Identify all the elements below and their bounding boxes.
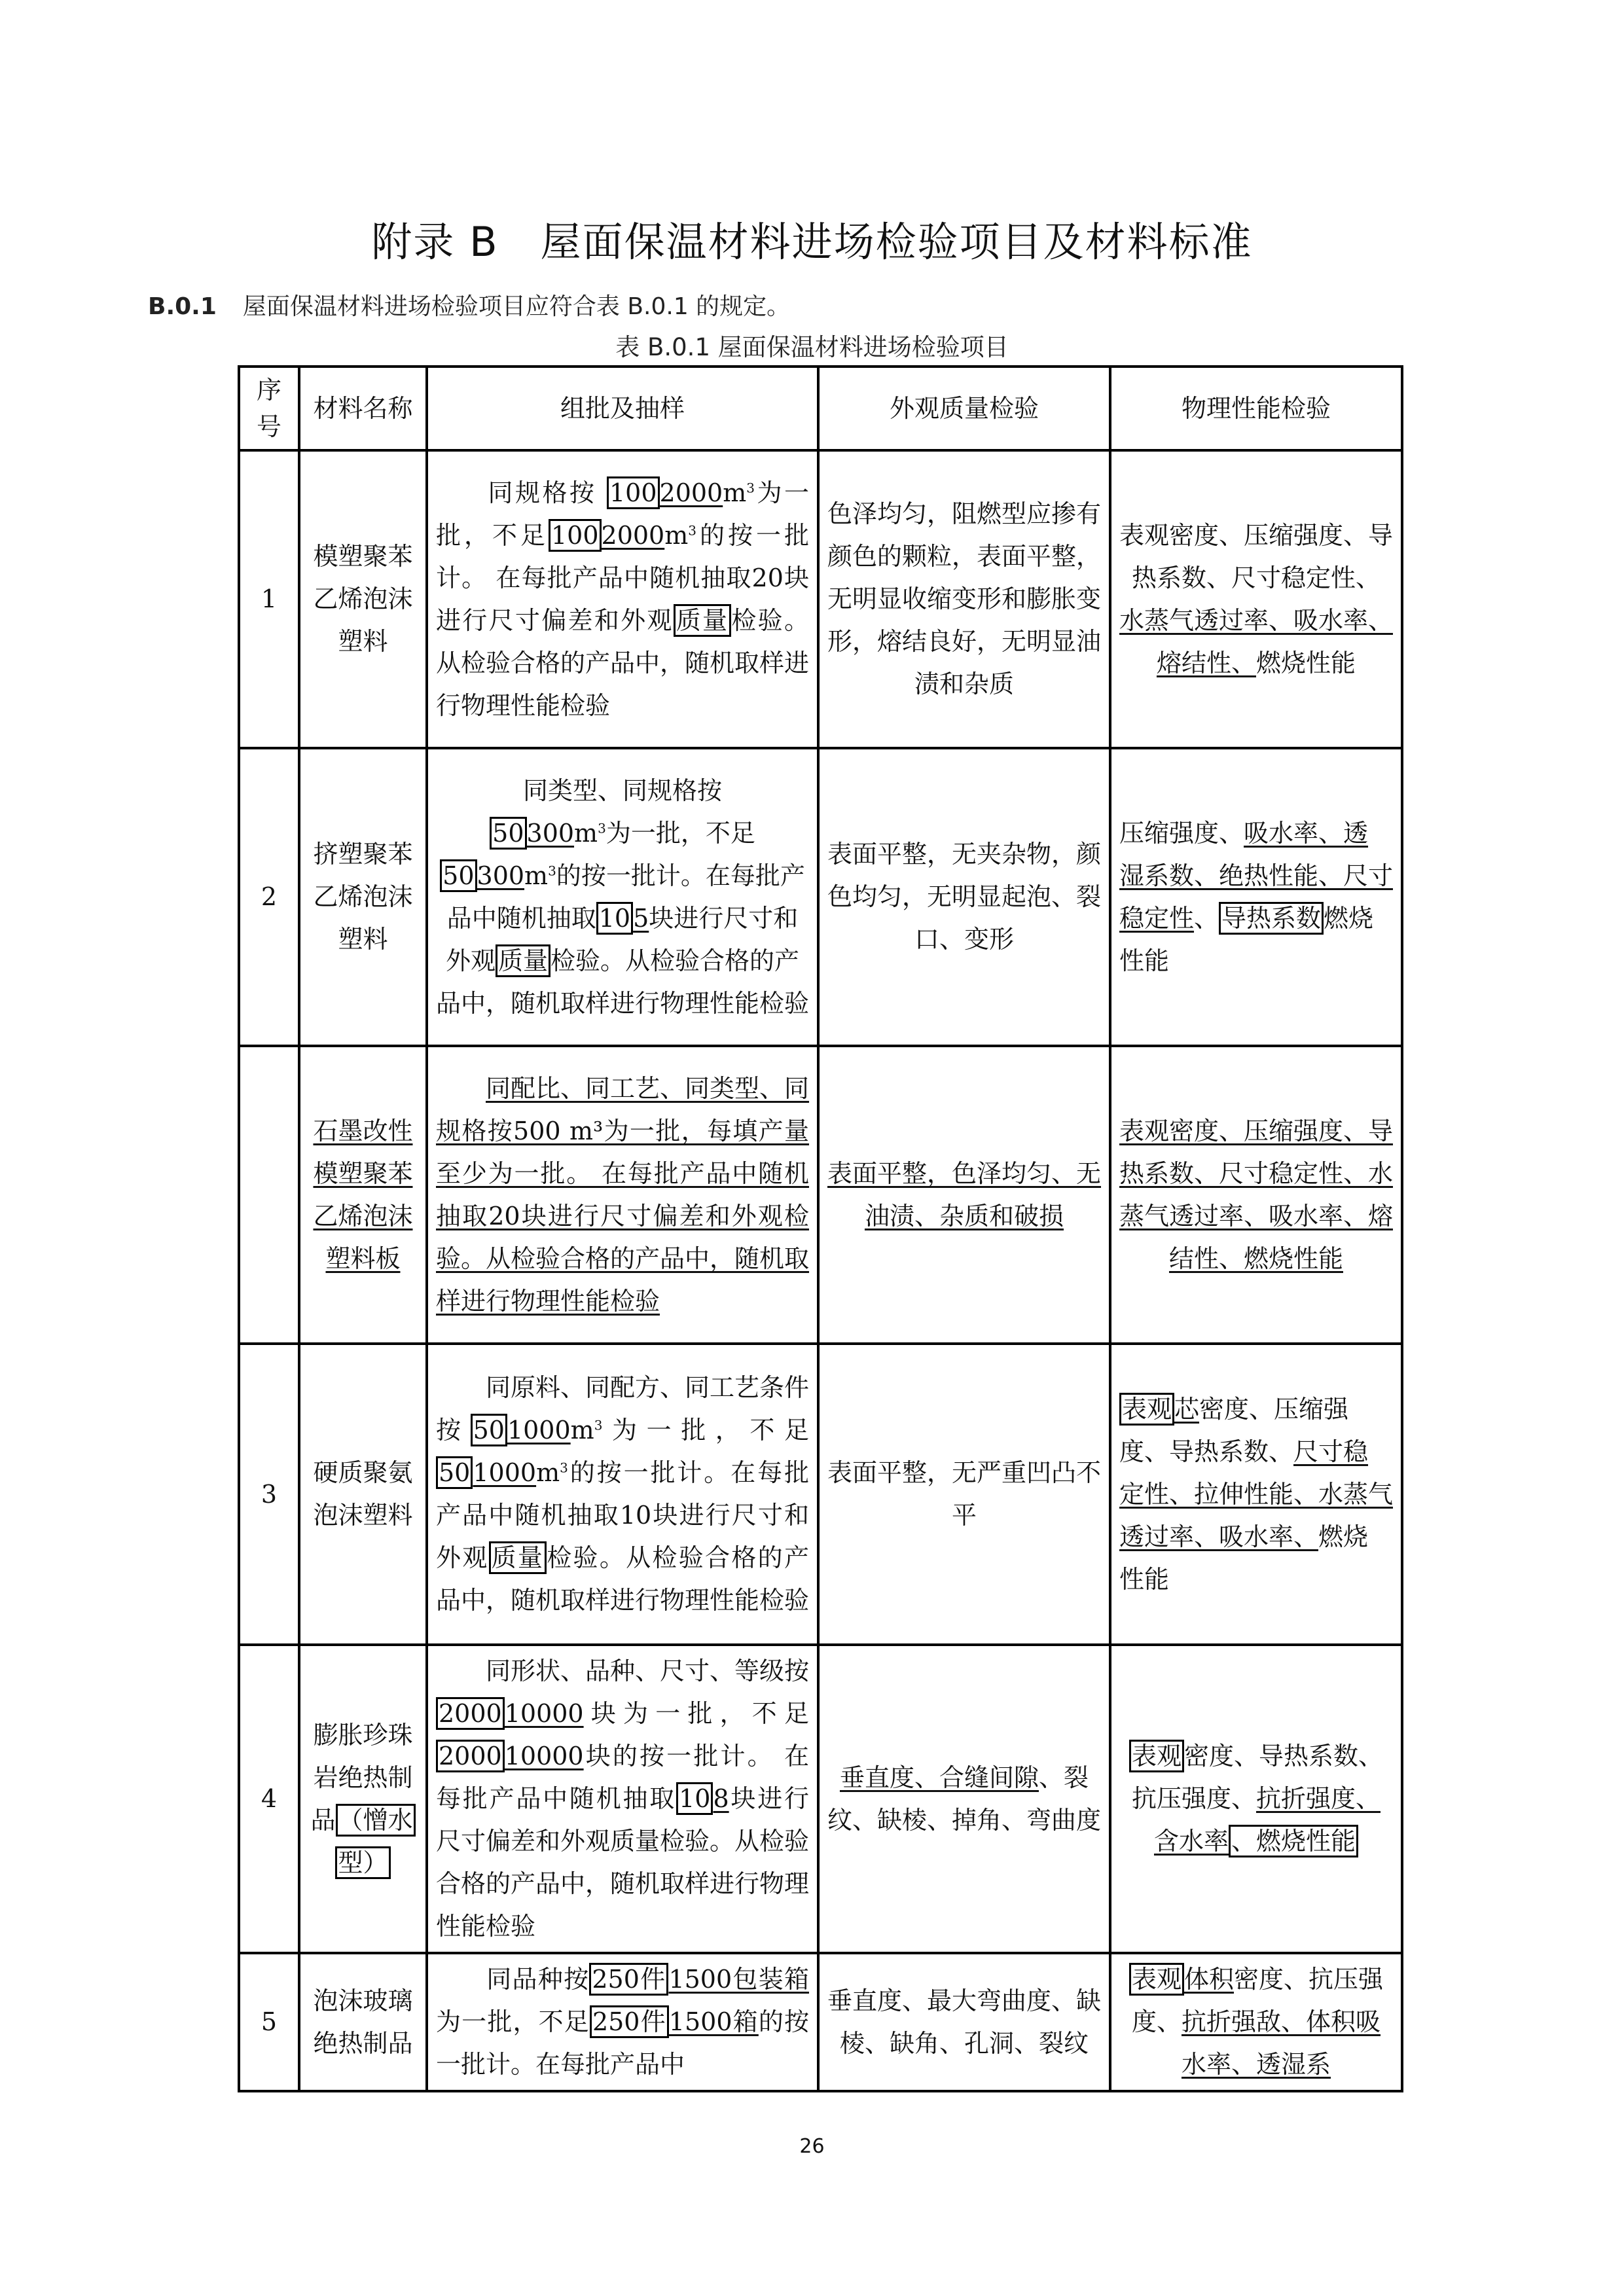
cell-physical: 表观密度、压缩强度、导热系数、尺寸稳定性、水蒸气透过率、吸水率、熔结性、燃烧性能 <box>1110 1046 1402 1344</box>
header-batch-sampling: 组批及抽样 <box>427 367 818 450</box>
text-run: 同规格按 <box>486 478 607 507</box>
boxed-revision: 50 <box>471 1414 507 1446</box>
text-run: 同原料、同配方、同工艺条件按 <box>436 1373 810 1444</box>
cell-batch <box>427 1046 818 1344</box>
header-material-name: 材料名称 <box>299 367 427 450</box>
cell-batch <box>427 1953 818 2091</box>
table-row <box>239 1645 1402 1953</box>
cell-material-name: 挤塑聚苯乙烯泡沫塑料 <box>299 748 427 1046</box>
text-run: 的按一批计。在每批产品中随机抽取10块进行尺寸和外观 <box>436 1458 809 1572</box>
header-seq: 序号 <box>239 367 299 450</box>
superscript: 3 <box>598 819 606 836</box>
superscript: 3 <box>746 479 755 495</box>
cell-appearance <box>818 1645 1110 1953</box>
text-run: 检验。从检验合格的产品中，随机取样进行物理性能检验 <box>436 1543 810 1615</box>
text-run: 块为一批，不足 <box>583 1699 809 1728</box>
underlined-revision: 抗折强敌、体积吸水率、透湿系 <box>1181 2007 1381 2079</box>
header-appearance: 外观质量检验 <box>818 367 1110 450</box>
boxed-revision: 质量 <box>674 604 732 637</box>
text-run: 块进行尺寸和外观 <box>445 903 799 975</box>
cell-batch <box>427 748 818 1046</box>
superscript: 3 <box>688 522 697 538</box>
text-run: 密度、导热系数、抗压强度、 <box>1131 1742 1384 1813</box>
boxed-revision: （憎水 <box>336 1804 416 1837</box>
text-run: 密度、压缩强度、导热系数、 <box>1119 1394 1349 1466</box>
text-run: m <box>664 520 689 550</box>
cell-physical <box>1110 1645 1402 1953</box>
underlined-revision: 芯 <box>1174 1394 1200 1424</box>
text-run: 块的按一批计。 在每批产品中随机抽取 <box>436 1742 809 1813</box>
text-run: 同品种按 <box>486 1965 590 1994</box>
text-run: 为一批，不足 <box>436 478 809 550</box>
underlined-revision: 体积 <box>1183 1965 1234 1994</box>
header-physical: 物理性能检验 <box>1110 367 1402 450</box>
text-run: 密度、抗压强度、 <box>1131 1965 1384 2036</box>
clause-number: B.0.1 <box>148 293 217 320</box>
boxed-revision: 250件 <box>590 2005 669 2038</box>
table-row <box>239 748 1402 1046</box>
cell-seq: 1 <box>239 450 299 748</box>
text-run: 燃烧性能 <box>1256 648 1356 677</box>
boxed-revision: 型） <box>335 1846 390 1879</box>
boxed-revision: 100 <box>607 476 660 509</box>
text-run: 同形状、品种、尺寸、等级按 <box>486 1657 810 1685</box>
text-run: 的按一批计。在每批产品中 <box>436 2007 809 2079</box>
cell-physical <box>1110 1953 1402 2091</box>
cell-appearance: 表面平整，无严重凹凸不平 <box>818 1344 1110 1645</box>
cell-seq: 4 <box>239 1645 299 1953</box>
underlined-revision: 300 <box>526 818 575 848</box>
boxed-revision: 50 <box>440 859 477 892</box>
text-run: m <box>723 478 747 507</box>
cell-batch <box>427 1344 818 1645</box>
boxed-revision: 质量 <box>496 944 550 977</box>
text-run: 压缩强度、 <box>1119 818 1244 848</box>
boxed-revision: 质量 <box>489 1541 547 1574</box>
appendix-title: 附录 B 屋面保温材料进场检验项目及材料标准 <box>371 218 1253 266</box>
text-run: 为一批，不足 <box>605 818 755 848</box>
underlined-revision: 1000 <box>473 1458 537 1487</box>
cell-seq: 3 <box>239 1344 299 1645</box>
boxed-revision: 表观 <box>1119 1393 1174 1426</box>
cell-material-name <box>299 1645 427 1953</box>
cell-material-name: 泡沫玻璃绝热制品 <box>299 1953 427 2091</box>
cell-batch <box>427 1645 818 1953</box>
text-run: m <box>524 861 549 890</box>
underlined-revision: 300 <box>477 861 525 890</box>
text-run: m <box>570 1416 594 1444</box>
clause-text: 屋面保温材料进场检验项目应符合表 B.0.1 的规定。 <box>242 293 791 320</box>
clause-b01 <box>148 288 790 321</box>
text-run: 为一批，不足 <box>602 1416 809 1444</box>
underlined-revision: 5 <box>633 903 649 933</box>
text-run: 、 <box>1194 903 1219 933</box>
underlined-revision: 1500箱 <box>668 2007 759 2036</box>
underlined-revision: 10000 <box>504 1699 584 1728</box>
text-run: 表观密度、压缩强度、导热系数、尺寸稳定性、 <box>1119 520 1394 592</box>
text-run: 检验。从检验合格的产品中，随机取样进行物理性能检验 <box>436 946 810 1018</box>
boxed-revision: 10 <box>596 902 633 935</box>
page-number: 26 <box>799 2135 825 2158</box>
boxed-revision: 导热系数 <box>1219 902 1324 935</box>
underlined-revision: 水蒸气透过率、吸水率、熔结性、 <box>1119 605 1394 677</box>
underlined-revision: 2000 <box>659 478 723 507</box>
table-header-row <box>239 367 1402 450</box>
text-run: m <box>536 1458 560 1487</box>
underlined-revision: 垂直度、合缝间隙 <box>839 1763 1039 1792</box>
boxed-revision: 2000 <box>436 1740 505 1772</box>
boxed-revision: 250件 <box>589 1963 668 1996</box>
underlined-revision: 尺寸稳定性、拉伸性能、水蒸气透过率、吸水率、 <box>1119 1437 1394 1551</box>
text-run: 膨胀珍珠岩绝热制品 <box>310 1720 413 1835</box>
cell-material-name: 硬质聚氨泡沫塑料 <box>299 1344 427 1645</box>
text-run: 的按一批计。在每批产品中随机抽取 <box>446 861 805 933</box>
table-caption: 表 B.0.1 屋面保温材料进场检验项目 <box>615 333 1009 361</box>
table-row <box>239 1046 1402 1344</box>
superscript: 3 <box>560 1460 568 1476</box>
cell-seq <box>239 1046 299 1344</box>
boxed-revision: 表观 <box>1129 1963 1184 1996</box>
underlined-revision: 8 <box>713 1784 729 1813</box>
table-row <box>239 450 1402 748</box>
cell-appearance: 表面平整，色泽均匀、无油渍、杂质和破损 <box>818 1046 1110 1344</box>
text-run: 的按一批计。 在每批产品中随机抽取20块进行尺寸偏差和外观 <box>436 520 809 635</box>
text-run: 块进行尺寸偏差和外观质量检验。从检验合格的产品中，随机取样进行物理性能检验 <box>436 1784 810 1941</box>
cell-physical <box>1110 1344 1402 1645</box>
text-run: 、裂纹、缺棱、掉角、弯曲度 <box>827 1763 1102 1835</box>
cell-batch <box>427 450 818 748</box>
underlined-revision: 1500包装箱 <box>668 1965 809 1994</box>
underlined-revision: 2000 <box>601 520 665 550</box>
boxed-revision: 10 <box>676 1782 713 1815</box>
boxed-revision: 表观 <box>1129 1740 1184 1772</box>
boxed-revision: 、燃烧性能 <box>1229 1825 1358 1857</box>
text-run: 检验。从检验合格的产品中，随机取样进行物理性能检验 <box>436 605 810 720</box>
superscript: 3 <box>548 862 556 878</box>
text-run: 为一批，不足 <box>436 2007 590 2036</box>
cell-appearance: 垂直度、最大弯曲度、缺棱、缺角、孔洞、裂纹 <box>818 1953 1110 2091</box>
underlined-revision: 抗折强度、含水率 <box>1153 1784 1381 1856</box>
text-run: 燃烧性能 <box>1119 1522 1369 1594</box>
cell-material-name: 石墨改性模塑聚苯乙烯泡沫塑料板 <box>299 1046 427 1344</box>
boxed-revision: 50 <box>490 817 526 850</box>
inspection-table <box>238 365 1403 2092</box>
cell-appearance: 色泽均匀，阻燃型应掺有颜色的颗粒，表面平整，无明显收缩变形和膨胀变形，熔结良好，无明显油渍和杂质 <box>818 450 1110 748</box>
underlined-revision: 1000 <box>507 1416 571 1444</box>
text-run: 同类型、同规格按 <box>522 776 722 805</box>
cell-appearance: 表面平整，无夹杂物，颜色均匀，无明显起泡、裂口、变形 <box>818 748 1110 1046</box>
superscript: 3 <box>594 1417 603 1433</box>
text-run: m <box>574 818 598 848</box>
boxed-revision: 50 <box>436 1456 473 1489</box>
table-row <box>239 1953 1402 2091</box>
underlined-revision: 10000 <box>504 1742 584 1770</box>
boxed-revision: 2000 <box>436 1697 505 1730</box>
table-row <box>239 1344 1402 1645</box>
cell-physical <box>1110 450 1402 748</box>
cell-physical <box>1110 748 1402 1046</box>
text-run: 燃烧性能 <box>1119 903 1374 975</box>
text-run: 同配比、同工艺、同类型、同规格按500 m³为一批，每填产量至少为一批。 在每批产品中随机抽取20块进行尺寸偏差和外观检验。从检验合格的产品中，随机取样进行物理性能检验 <box>436 1073 810 1316</box>
boxed-revision: 100 <box>549 519 602 552</box>
cell-material-name: 模塑聚苯乙烯泡沫塑料 <box>299 450 427 748</box>
cell-seq: 2 <box>239 748 299 1046</box>
cell-seq: 5 <box>239 1953 299 2091</box>
underlined-revision: 吸水率、透湿系数、绝热性能、尺寸稳定性 <box>1119 818 1394 933</box>
